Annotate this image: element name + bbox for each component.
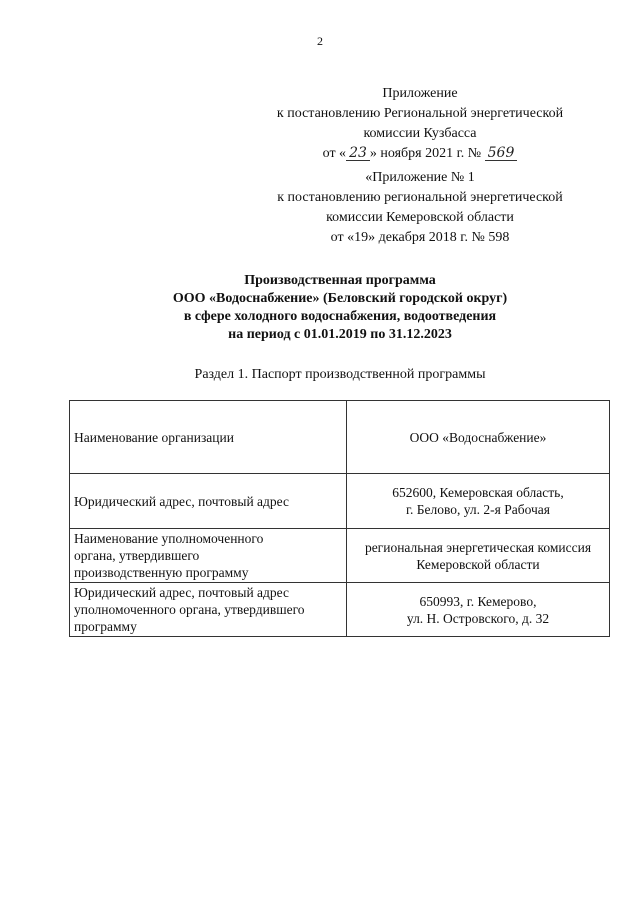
- label-line: органа, утвердившего: [74, 548, 200, 563]
- row-value: [347, 474, 610, 529]
- handwritten-day: 23: [346, 146, 370, 161]
- row-label: [70, 401, 347, 474]
- label-line: производственную программу: [74, 565, 249, 580]
- row-label: [70, 529, 347, 583]
- section-caption: Раздел 1. Паспорт производственной программы: [194, 367, 486, 382]
- label-line: уполномоченного органа, утвердившего: [74, 602, 305, 617]
- appendix-title: Приложение: [382, 86, 458, 101]
- document-title: [0, 272, 640, 344]
- title-line: в сфере холодного водоснабжения, водоотведения: [183, 309, 497, 324]
- label-line: Наименование организации: [74, 429, 234, 445]
- row-value: [347, 401, 610, 474]
- handwritten-number: 569: [485, 146, 518, 161]
- original-date-line: от «19» декабря 2018 г. № 598: [330, 230, 510, 245]
- value-line: 650993, г. Кемерово,: [419, 593, 537, 609]
- table-row: [70, 529, 610, 583]
- value-line: ООО «Водоснабжение»: [409, 429, 547, 445]
- appendix-commission-line: комиссии Кузбасса: [363, 126, 477, 141]
- row-value: [347, 583, 610, 637]
- appendix-original-header: [250, 168, 590, 248]
- table-row: [70, 583, 610, 637]
- value-line: ул. Н. Островского, д. 32: [406, 610, 550, 626]
- date-middle: » ноября 2021 г. №: [369, 146, 482, 161]
- appendix-current-header: [250, 84, 590, 164]
- value-line: региональная энергетическая комиссия: [364, 539, 592, 555]
- original-resolution-line: к постановлению региональной энергетической: [277, 190, 563, 205]
- value-line: г. Белово, ул. 2-я Рабочая: [405, 502, 550, 517]
- page-number: 2: [317, 34, 323, 48]
- label-line: Юридический адрес, почтовый адрес: [74, 493, 289, 509]
- passport-table: [69, 400, 610, 637]
- table-row: [70, 474, 610, 529]
- table-row: [70, 401, 610, 474]
- title-line: Производственная программа: [244, 273, 436, 288]
- label-line: Юридический адрес, почтовый адрес: [74, 585, 289, 600]
- value-line: 652600, Кемеровская область,: [392, 485, 564, 500]
- title-line: ООО «Водоснабжение» (Беловский городской округ): [172, 291, 508, 306]
- label-line: программу: [74, 619, 137, 634]
- title-line: на период с 01.01.2019 по 31.12.2023: [228, 327, 452, 342]
- value-line: Кемеровской области: [416, 556, 540, 572]
- original-appendix-title: «Приложение № 1: [365, 170, 475, 185]
- date-prefix: от «: [322, 146, 347, 161]
- original-commission-line: комиссии Кемеровской области: [326, 210, 514, 225]
- row-label: [70, 474, 347, 529]
- row-value: [347, 529, 610, 583]
- appendix-resolution-line: к постановлению Региональной энергетической: [276, 106, 564, 121]
- row-label: [70, 583, 347, 637]
- label-line: Наименование уполномоченного: [74, 531, 264, 546]
- appendix-date-line: [250, 144, 590, 164]
